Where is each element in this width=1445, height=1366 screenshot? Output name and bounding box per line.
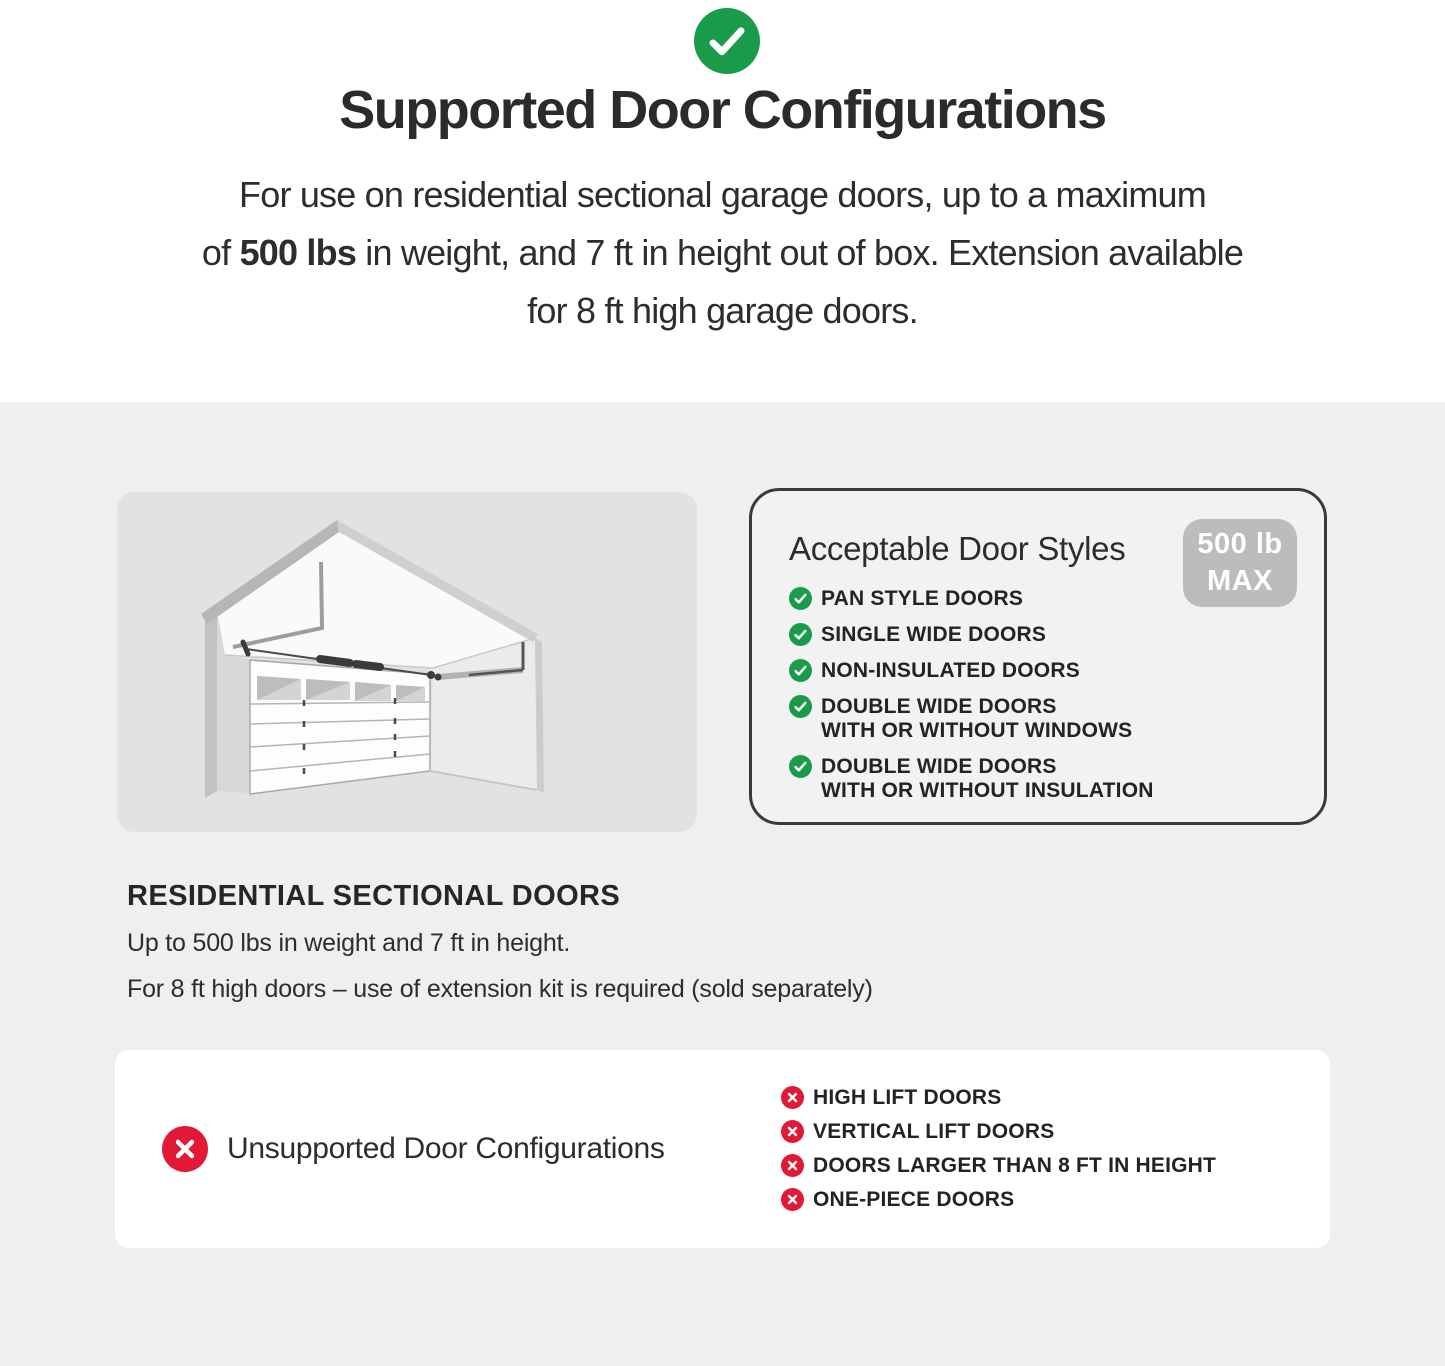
x-circle-icon [781,1154,804,1177]
list-item [789,695,1154,743]
list-item-label: NON-INSULATED DOORS [821,659,1080,682]
acceptable-door-styles-panel [749,488,1327,825]
intro-line-3: for 8 ft high garage doors. [527,290,918,331]
unsupported-panel [115,1050,1330,1248]
intro-line-1: For use on residential sectional garage doors, up to a maximum [239,174,1206,215]
list-item-label: HIGH LIFT DOORS [813,1086,1002,1109]
list-item [789,623,1154,647]
intro-text [0,166,1445,340]
list-item-label: SINGLE WIDE DOORS [821,623,1047,646]
list-item-label: PAN STYLE DOORS [821,587,1024,610]
badge-max: MAX [1207,565,1273,597]
list-item [781,1154,1216,1178]
unsupported-door-list [781,1086,1216,1222]
check-circle-icon [789,695,812,718]
x-circle-icon [781,1188,804,1211]
residential-spec-line: Up to 500 lbs in weight and 7 ft in height. [127,929,571,957]
check-circle-icon [789,623,812,646]
check-circle-icon [789,587,812,610]
list-item-label: DOUBLE WIDE DOORS WITH OR WITHOUT WINDOWS [821,695,1133,742]
residential-title: RESIDENTIAL SECTIONAL DOORS [127,880,621,912]
check-circle-icon [789,755,812,778]
acceptable-panel-title: Acceptable Door Styles [789,530,1126,567]
intro-line-2: of 500 lbs in weight, and 7 ft in height out of box. Extension available [201,232,1244,273]
list-item [789,587,1154,611]
x-circle-icon [162,1126,208,1172]
residential-section [127,880,1077,1020]
acceptable-door-list [789,587,1154,815]
check-circle-icon [789,659,812,682]
list-item [789,659,1154,683]
list-item-label: ONE-PIECE DOORS [813,1188,1015,1211]
residential-extension-line: For 8 ft high doors – use of extension kit is required (sold separately) [127,975,873,1003]
list-item-label: VERTICAL LIFT DOORS [813,1120,1055,1143]
garage-illustration-card [117,492,697,832]
list-item-label: DOUBLE WIDE DOORS WITH OR WITHOUT INSULATION [821,755,1154,802]
unsupported-panel-header [162,1050,665,1248]
list-item [781,1120,1216,1144]
x-circle-icon [781,1086,804,1109]
list-item-label: DOORS LARGER THAN 8 FT IN HEIGHT [813,1154,1217,1177]
unsupported-panel-title: Unsupported Door Configurations [227,1132,665,1165]
intro-bold-weight: 500 lbs [239,232,357,273]
weight-limit-badge [1183,519,1297,607]
badge-weight: 500 lb [1197,528,1283,560]
list-item [789,755,1154,803]
page-title: Supported Door Configurations [339,80,1106,140]
list-item [781,1188,1216,1212]
list-item [781,1086,1216,1110]
check-circle-icon [694,8,760,74]
x-circle-icon [781,1120,804,1143]
garage-illustration [117,492,697,832]
